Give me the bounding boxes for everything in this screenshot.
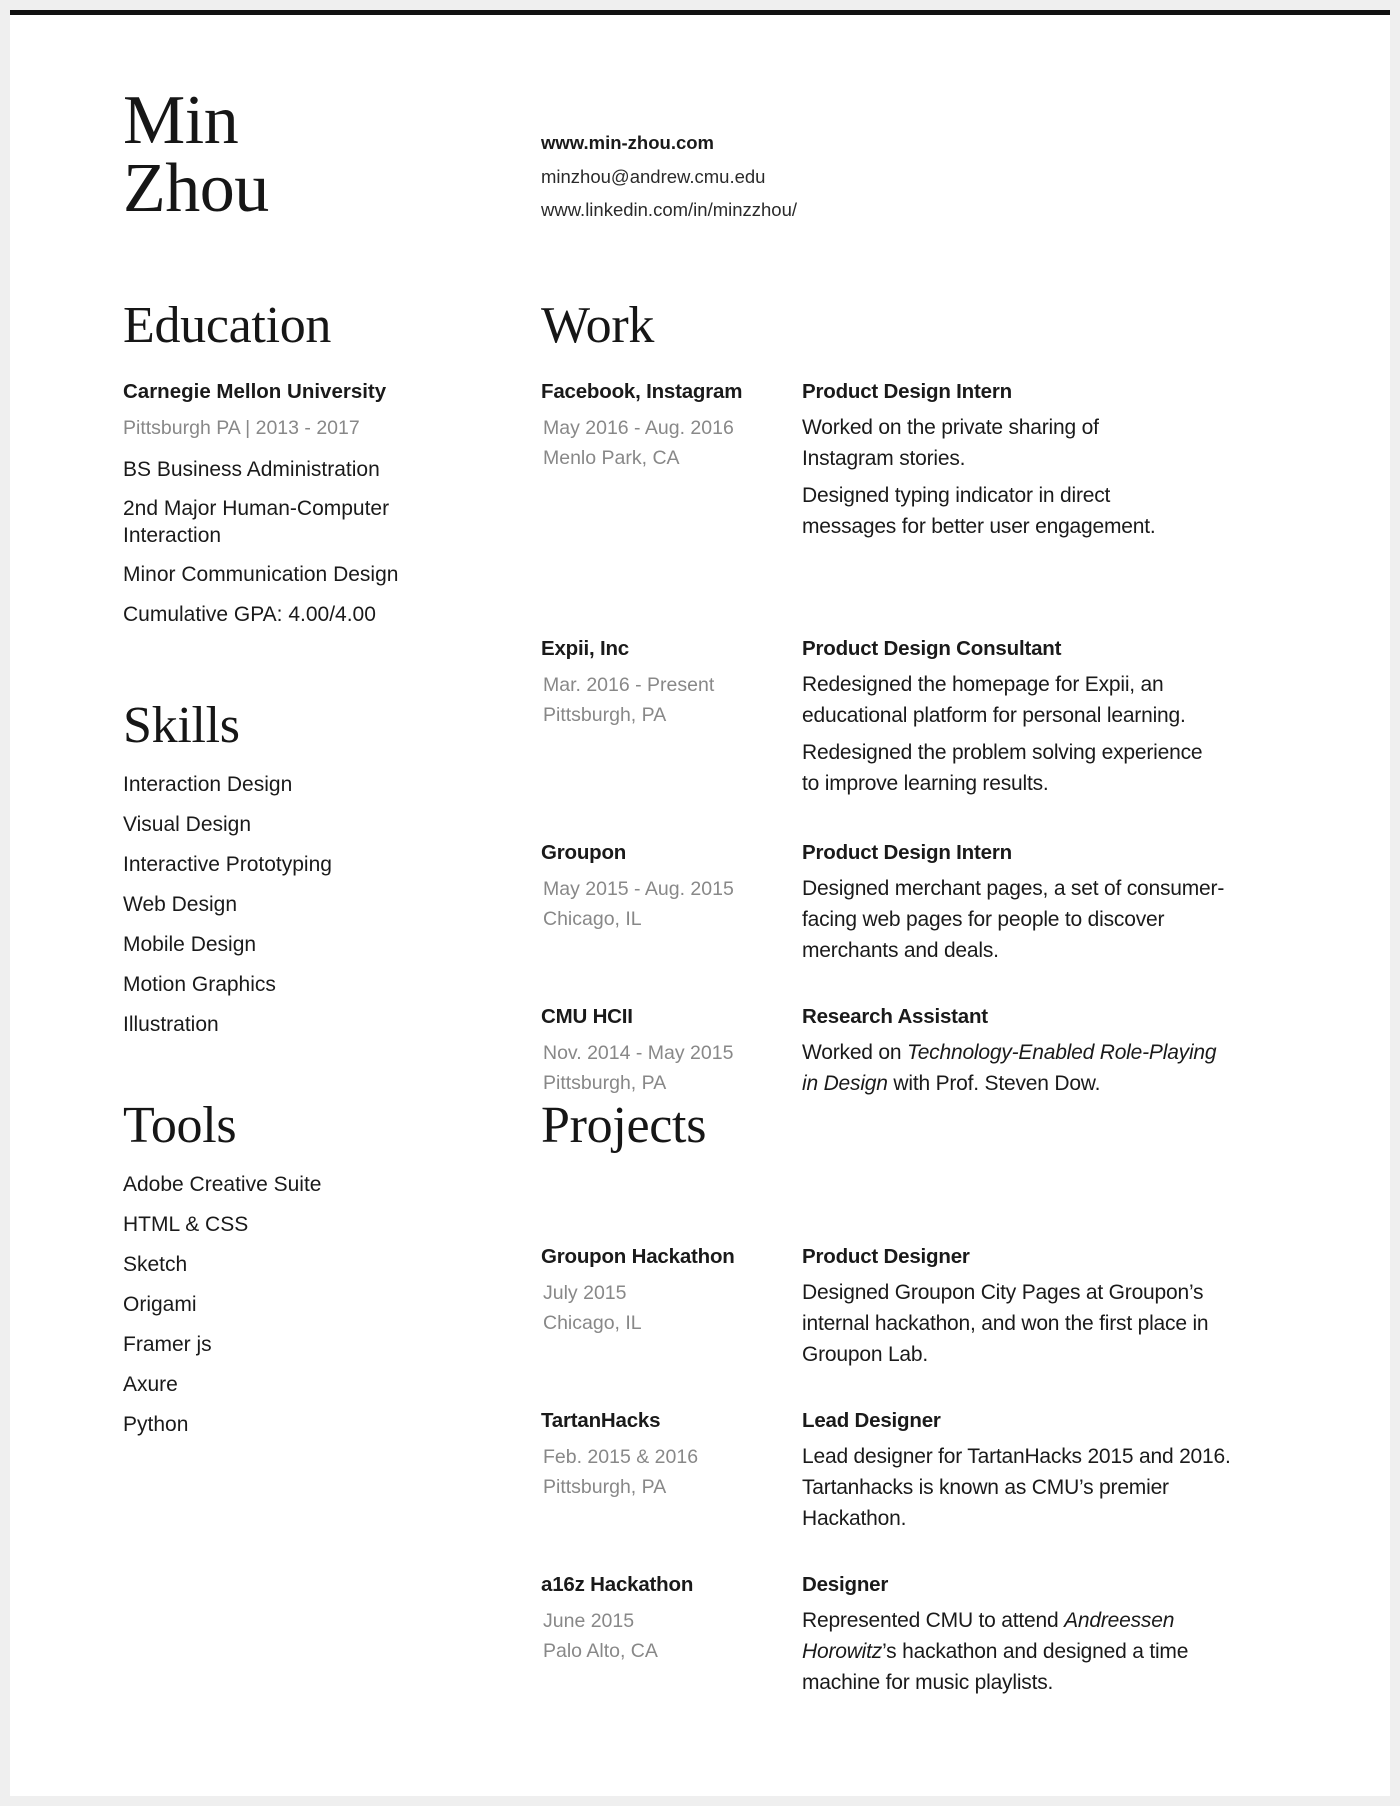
- skill-item: Mobile Design: [123, 933, 257, 956]
- work-dates: May 2015 - Aug. 2015: [543, 878, 734, 900]
- work-description: Redesigned the homepage for Expii, an educational platform for personal learning.: [802, 673, 1186, 727]
- desc-italic-title: Technology-Enabled Role-Playing in Design: [802, 1041, 1217, 1095]
- education-item: 2nd Major Human-Computer Interaction: [123, 497, 390, 547]
- desc-text: ’s hackathon and designed a time machine for music playlists.: [802, 1640, 1189, 1694]
- work-role: Product Design Intern: [802, 841, 1012, 864]
- tool-item: HTML & CSS: [123, 1213, 249, 1236]
- project-org: a16z Hackathon: [541, 1573, 694, 1596]
- desc-text: with Prof. Steven Dow.: [887, 1072, 1101, 1095]
- project-org: TartanHacks: [541, 1409, 661, 1432]
- tools-heading: Tools: [123, 1097, 237, 1154]
- skill-item: Web Design: [123, 893, 238, 916]
- contact-block: [541, 126, 797, 227]
- skill-item: Motion Graphics: [123, 973, 276, 996]
- project-org: Groupon Hackathon: [541, 1245, 735, 1268]
- work-org: Facebook, Instagram: [541, 380, 743, 403]
- education-school: Carnegie Mellon University: [123, 380, 387, 403]
- work-org: CMU HCII: [541, 1005, 633, 1028]
- project-role: Designer: [802, 1573, 889, 1596]
- work-description: Worked on the private sharing of Instagram stories.: [802, 416, 1099, 470]
- project-description: Designed Groupon City Pages at Groupon’s internal hackathon, and won the first place in Groupon Lab.: [802, 1281, 1209, 1366]
- work-location: Pittsburgh, PA: [543, 704, 667, 726]
- skills-heading: Skills: [123, 697, 240, 754]
- education-item: Minor Communication Design: [123, 563, 399, 586]
- resume-page: [10, 10, 1390, 1796]
- work-description: [802, 1037, 1222, 1099]
- education-item: Cumulative GPA: 4.00/4.00: [123, 603, 376, 626]
- education-heading: Education: [123, 297, 332, 354]
- tool-item: Adobe Creative Suite: [123, 1173, 322, 1196]
- linkedin-link[interactable]: www.linkedin.com/in/minzzhou/: [541, 199, 798, 220]
- page-title-name: [123, 82, 269, 227]
- skill-item: Illustration: [123, 1013, 219, 1036]
- desc-text: Worked on: [802, 1041, 907, 1064]
- skills-list: [123, 765, 483, 1045]
- project-description: Lead designer for TartanHacks 2015 and 2016. Tartanhacks is known as CMU’s premier Hackathon.: [802, 1445, 1231, 1530]
- last-name: Zhou: [123, 150, 269, 227]
- work-role: Product Design Consultant: [802, 637, 1062, 660]
- project-location: Palo Alto, CA: [543, 1640, 658, 1662]
- tool-item: Framer js: [123, 1333, 212, 1356]
- project-description: [802, 1605, 1242, 1698]
- tool-item: Axure: [123, 1373, 178, 1396]
- work-org: Groupon: [541, 841, 627, 864]
- project-dates: Feb. 2015 & 2016: [543, 1446, 699, 1468]
- project-dates: June 2015: [543, 1610, 635, 1632]
- skill-item: Interactive Prototyping: [123, 853, 332, 876]
- work-role: Product Design Intern: [802, 380, 1012, 403]
- skill-item: Visual Design: [123, 813, 252, 836]
- project-location: Chicago, IL: [543, 1312, 642, 1334]
- first-name: Min: [123, 82, 239, 159]
- education-meta: Pittsburgh PA | 2013 - 2017: [123, 417, 360, 439]
- email-link[interactable]: minzhou@andrew.cmu.edu: [541, 165, 766, 187]
- work-heading: Work: [541, 297, 655, 354]
- skill-item: Interaction Design: [123, 773, 293, 796]
- work-dates: May 2016 - Aug. 2016: [543, 417, 734, 439]
- work-location: Chicago, IL: [543, 908, 642, 930]
- projects-heading: Projects: [541, 1097, 707, 1154]
- project-dates: July 2015: [543, 1282, 627, 1304]
- desc-italic-name: Andreessen Horowitz: [802, 1609, 1175, 1663]
- desc-text: Represented CMU to attend: [802, 1609, 1065, 1632]
- work-description: Designed typing indicator in direct messages for better user engagement.: [802, 484, 1156, 538]
- work-dates: Mar. 2016 - Present: [543, 674, 715, 696]
- work-description: Redesigned the problem solving experience to improve learning results.: [802, 741, 1203, 795]
- education-item: BS Business Administration: [123, 458, 380, 481]
- work-description: Designed merchant pages, a set of consumer-facing web pages for people to discover merchants and deals.: [802, 877, 1225, 962]
- website-link[interactable]: www.min-zhou.com: [541, 132, 715, 153]
- tool-item: Sketch: [123, 1253, 188, 1276]
- education-section: [123, 378, 483, 628]
- project-location: Pittsburgh, PA: [543, 1476, 667, 1498]
- tools-list: [123, 1165, 483, 1445]
- work-org: Expii, Inc: [541, 637, 629, 660]
- work-role: Research Assistant: [802, 1005, 988, 1028]
- tool-item: Origami: [123, 1293, 197, 1316]
- tool-item: Python: [123, 1413, 189, 1436]
- project-role: Lead Designer: [802, 1409, 941, 1432]
- project-role: Product Designer: [802, 1245, 970, 1268]
- work-location: Menlo Park, CA: [543, 447, 680, 469]
- work-location: Pittsburgh, PA: [543, 1072, 667, 1094]
- work-dates: Nov. 2014 - May 2015: [543, 1042, 734, 1064]
